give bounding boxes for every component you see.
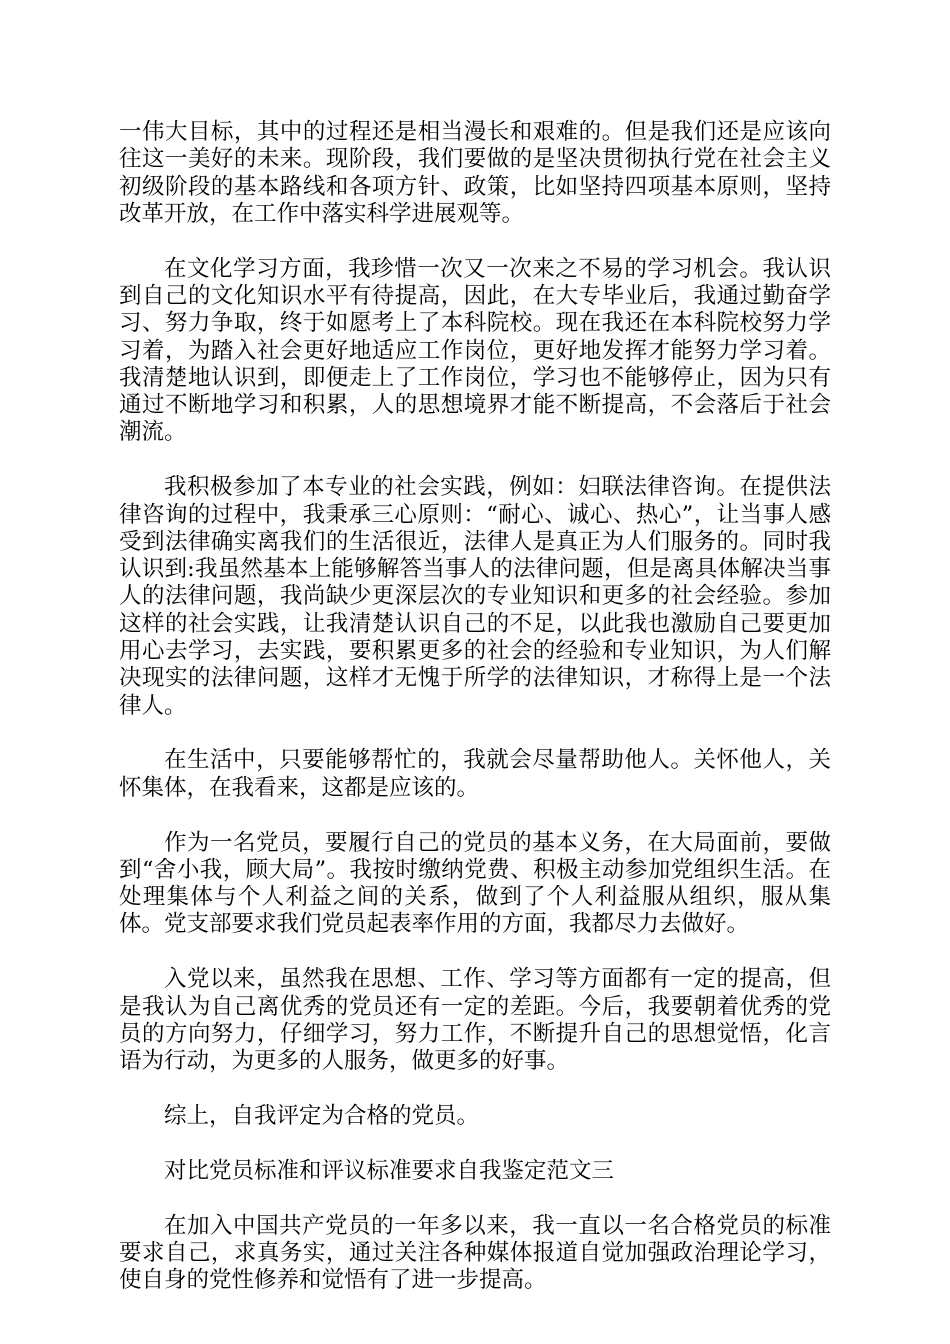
paragraph-continuation: 一伟大目标，其中的过程还是相当漫长和艰难的。但是我们还是应该向往这一美好的未来。现阶段，我们要做的是坚决贯彻执行党在社会主义初级阶段的基本路线和各项方针、政策，比如坚持四项基本原则，坚持改革开放，在工作中落实科学进展观等。: [119, 119, 831, 227]
section-heading: 对比党员标准和评议标准要求自我鉴定范文三: [164, 1157, 615, 1184]
paragraph-sample-three-intro: 在加入中国共产党员的一年多以来，我一直以一名合格党员的标准要求自己，求真务实，通过关注各种媒体报道自觉加强政治理论学习，使自身的党性修养和觉悟有了进一步提高。: [119, 1212, 831, 1294]
paragraph-daily-life: 在生活中，只要能够帮忙的，我就会尽量帮助他人。关怀他人，关怀集体，在我看来，这都是应该的。: [119, 747, 831, 801]
document-body: [119, 119, 831, 1322]
paragraph-cultural-study: 在文化学习方面，我珍惜一次又一次来之不易的学习机会。我认识到自己的文化知识水平有待提高，因此，在大专毕业后，我通过勤奋学习、努力争取，终于如愿考上了本科院校。现在我还在本科院校努力学习着，为踏入社会更好地适应工作岗位，更好地发挥才能努力学习着。我清楚地认识到，即便走上了工作岗位，学习也不能够停止，因为只有通过不断地学习和积累，人的思想境界才能不断提高，不会落后于社会潮流。: [119, 255, 831, 446]
paragraph-self-improvement: 入党以来，虽然我在思想、工作、学习等方面都有一定的提高，但是我认为自己离优秀的党员还有一定的差距。今后，我要朝着优秀的党员的方向努力，仔细学习，努力工作，不断提升自己的思想觉悟，化言语为行动，为更多的人服务，做更多的好事。: [119, 966, 831, 1075]
paragraph-conclusion: 综上，自我评定为合格的党员。: [164, 1102, 480, 1129]
paragraph-party-duty: 作为一名党员，要履行自己的党员的基本义务，在大局面前，要做到“舍小我，顾大局”。我按时缴纳党费、积极主动参加党组织生活。在处理集体与个人利益之间的关系，做到了个人利益服从组织，服从集体。党支部要求我们党员起表率作用的方面，我都尽力去做好。: [119, 829, 831, 938]
paragraph-social-practice: 我积极参加了本专业的社会实践，例如：妇联法律咨询。在提供法律咨询的过程中，我秉承三心原则：“耐心、诚心、热心”，让当事人感受到法律确实离我们的生活很近，法律人是真正为人们服务的。同时我认识到:我虽然基本上能够解答当事人的法律问题，但是离具体解决当事人的法律问题，我尚缺少更深层次的专业知识和更多的社会经验。参加这样的社会实践，让我清楚认识自己的不足，以此我也激励自己要更加用心去学习，去实践，要积累更多的社会的经验和专业知识，为人们解决现实的法律问题，这样才无愧于所学的法律知识，才称得上是一个法律人。: [119, 474, 831, 719]
